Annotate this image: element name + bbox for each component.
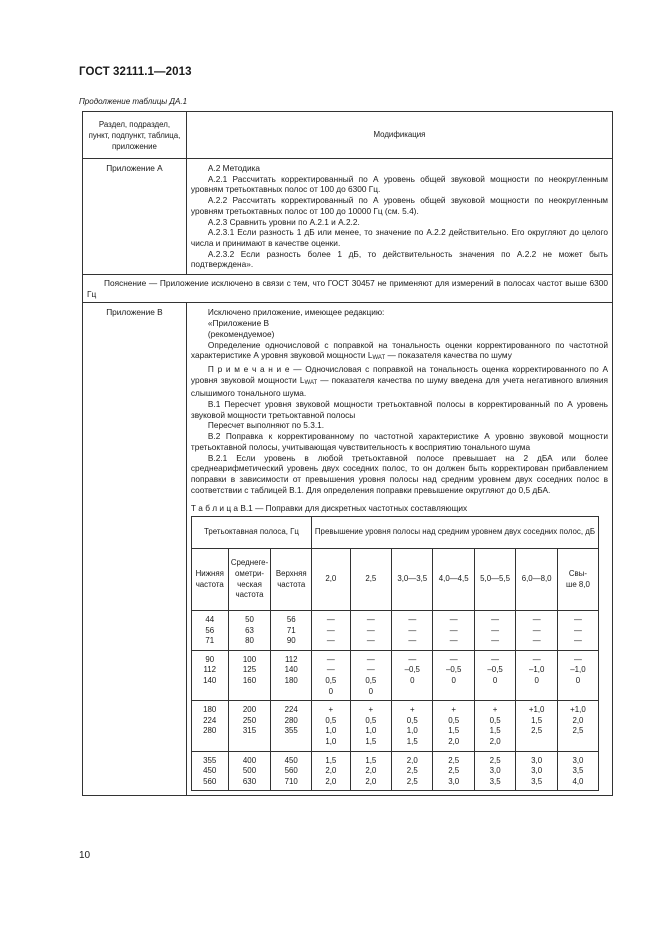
inner-table-cell: 56 71 90 xyxy=(271,611,312,651)
header-modification: Модификация xyxy=(186,112,612,159)
inner-table-cell: — — — xyxy=(516,611,558,651)
inner-table-row xyxy=(191,611,598,651)
paragraph: А.2.3.2 Если разность более 1 дБ, то действительность значения по А.2.2 не может быть подтверждена». xyxy=(190,248,608,270)
inner-table-cell: — — 0,5 0 xyxy=(350,650,391,700)
table-row-note xyxy=(83,275,613,303)
inner-table-row xyxy=(191,751,598,791)
inner-table-cell: — — — xyxy=(392,611,433,651)
inner-col-header: Среднеге- ометри- ческая частота xyxy=(228,549,271,611)
row-label-appendix-a: Приложение А xyxy=(83,159,187,275)
inner-table-cell: 224 280 355 xyxy=(271,701,312,751)
corrections-table xyxy=(191,516,599,791)
inner-table-cell: — — — xyxy=(474,611,515,651)
inner-table-cell: + 0,5 1,5 2,0 xyxy=(474,701,515,751)
inner-table-cell: + 0,5 1,0 1,5 xyxy=(350,701,391,751)
table-row-appendix-b xyxy=(83,303,613,796)
inner-table-cell: 2,5 3,0 3,5 xyxy=(474,751,515,791)
inner-table-cell: 90 112 140 xyxy=(191,650,228,700)
inner-table-cell: — –0,5 0 xyxy=(392,650,433,700)
document-header: ГОСТ 32111.1—2013 xyxy=(79,66,192,78)
inner-table-cell: — — — xyxy=(312,611,351,651)
inner-table-cell: 112 140 180 xyxy=(271,650,312,700)
inner-table-cell: — — — xyxy=(557,611,598,651)
inner-table-row xyxy=(191,650,598,700)
inner-table-cell: + 0,5 1,5 2,0 xyxy=(433,701,474,751)
inner-table-cell: + 0,5 1,0 1,5 xyxy=(392,701,433,751)
row-label-appendix-b: Приложение В xyxy=(83,303,187,796)
note-explanation: Пояснение — Приложение исключено в связи с тем, что ГОСТ 30457 не применяют для измерений в полосах частот выше 6300 Гц xyxy=(83,275,613,303)
inner-table-cell: 355 450 560 xyxy=(191,751,228,791)
inner-table-caption: Т а б л и ц а В.1 — Поправки для дискретных частотных составляющих xyxy=(190,503,468,514)
table-header-row xyxy=(83,112,613,159)
table-continuation-title: Продолжение таблицы ДА.1 xyxy=(79,97,188,106)
inner-table-cell: 3,0 3,0 3,5 xyxy=(516,751,558,791)
paragraph: (рекомендуемое) xyxy=(207,328,275,339)
inner-group-header-row xyxy=(191,517,598,549)
paragraph: А.2.3.1 Если разность 1 дБ или менее, то значение по А.2.2 действительно. Его округляют до целого числа и принимают в качестве оценки. xyxy=(190,227,608,248)
inner-col-header: Нижняя частота xyxy=(191,549,228,611)
inner-table-cell: 1,5 2,0 2,0 xyxy=(312,751,351,791)
paragraph: А.2.3 Сравнить уровни по А.2.1 и А.2.2. xyxy=(207,216,360,227)
modification-table xyxy=(82,111,613,796)
row-content-appendix-a xyxy=(186,159,612,275)
inner-table-cell: 400 500 630 xyxy=(228,751,271,791)
paragraph: А.2.2 Рассчитать корректированный по А уровень общей звуковой мощности по неокругленным уровням третьоктавных полос от 100 до 10000 Гц (см. 5.4). xyxy=(190,195,608,216)
inner-table-cell: +1,0 2,0 2,5 xyxy=(557,701,598,751)
inner-table-cell: 44 56 71 xyxy=(191,611,228,651)
inner-col-header: 4,0—4,5 xyxy=(433,549,474,611)
inner-table-cell: 450 560 710 xyxy=(271,751,312,791)
inner-col-header: 6,0—8,0 xyxy=(516,549,558,611)
inner-table-cell: 1,5 2,0 2,0 xyxy=(350,751,391,791)
paragraph: Определение одночисловой с поправкой на тональность оценки корректированного по частотной характеристике А уровня звуковой мощности LWAT — показателя качества по шуму xyxy=(190,339,608,362)
paragraph: В.1 Пересчет уровня звуковой мощности третьоктавной полосы в корректированный по А уровень звуковой мощности третьоктавной полосы xyxy=(190,399,608,420)
paragraph: А.2 Методика xyxy=(207,163,261,173)
inner-table-cell: — –0,5 0 xyxy=(433,650,474,700)
inner-table-cell: 200 250 315 xyxy=(228,701,271,751)
inner-col-header: 2,5 xyxy=(350,549,391,611)
inner-table-cell: +1,0 1,5 2,5 xyxy=(516,701,558,751)
paragraph: В.2 Поправка к корректированному по частотной характеристике А уровню звуковой мощности третьоктавной полосы, учитывающая чувствительность к восприятию тонального шума xyxy=(190,431,608,452)
paragraph: Пересчет выполняют по 5.3.1. xyxy=(207,420,325,431)
inner-col-header-row xyxy=(191,549,598,611)
inner-table-cell: 2,5 2,5 3,0 xyxy=(433,751,474,791)
group-header-band: Третьоктавная полоса, Гц xyxy=(191,517,311,549)
inner-table-cell: — — — xyxy=(433,611,474,651)
inner-table-cell: 100 125 160 xyxy=(228,650,271,700)
paragraph: Исключено приложение, имеющее редакцию: xyxy=(207,307,385,318)
inner-col-header: 2,0 xyxy=(312,549,351,611)
inner-table-cell: 50 63 80 xyxy=(228,611,271,651)
row-content-appendix-b xyxy=(186,303,612,796)
inner-table-cell: 180 224 280 xyxy=(191,701,228,751)
group-header-excess: Превышение уровня полосы над средним уровнем двух соседних полос, дБ xyxy=(312,517,599,549)
inner-table-cell: — –1,0 0 xyxy=(557,650,598,700)
inner-table-cell: — — — xyxy=(350,611,391,651)
header-section: Раздел, подраздел, пункт, подпункт, таблица, приложение xyxy=(83,112,187,159)
table-row-appendix-a xyxy=(83,159,613,275)
inner-table-cell: + 0,5 1,0 1,0 xyxy=(312,701,351,751)
inner-table-cell: — –1,0 0 xyxy=(516,650,558,700)
inner-col-header: Верхняя частота xyxy=(271,549,312,611)
inner-col-header: 3,0—3,5 xyxy=(392,549,433,611)
paragraph: В.2.1 Если уровень в любой третьоктавной полосе превышает на 2 дБА или более среднеарифметический уровень двух соседних полос, то он должен быть корректирован прибавлением поправки в зависимости от превышения уровня полосы над средним уровнем двух соседних полос в соответствии с таблицей В.1. Для определения поправки превышение округляют до 0,5 дБА. xyxy=(190,452,608,495)
inner-table-cell: 3,0 3,5 4,0 xyxy=(557,751,598,791)
inner-table-cell: — — 0,5 0 xyxy=(312,650,351,700)
paragraph: А.2.1 Рассчитать корректированный по А уровень общей звуковой мощности по неокругленным уровням третьоктавных полос от 100 до 6300 Гц. xyxy=(190,173,608,195)
paragraph: «Приложение В xyxy=(207,318,270,329)
page-number: 10 xyxy=(79,850,91,861)
inner-table-cell: 2,0 2,5 2,5 xyxy=(392,751,433,791)
inner-col-header: 5,0—5,5 xyxy=(474,549,515,611)
inner-col-header: Свы- ше 8,0 xyxy=(557,549,598,611)
paragraph-note: П р и м е ч а н и е — Одночисловая с поправкой на тональность оценка корректированного по А уровня звуковой мощности LWAT — показателя качества по шуму введена для учета негативного влияния слышимого тонального шума. xyxy=(190,363,608,399)
inner-table-row xyxy=(191,701,598,751)
inner-table-cell: — –0,5 0 xyxy=(474,650,515,700)
